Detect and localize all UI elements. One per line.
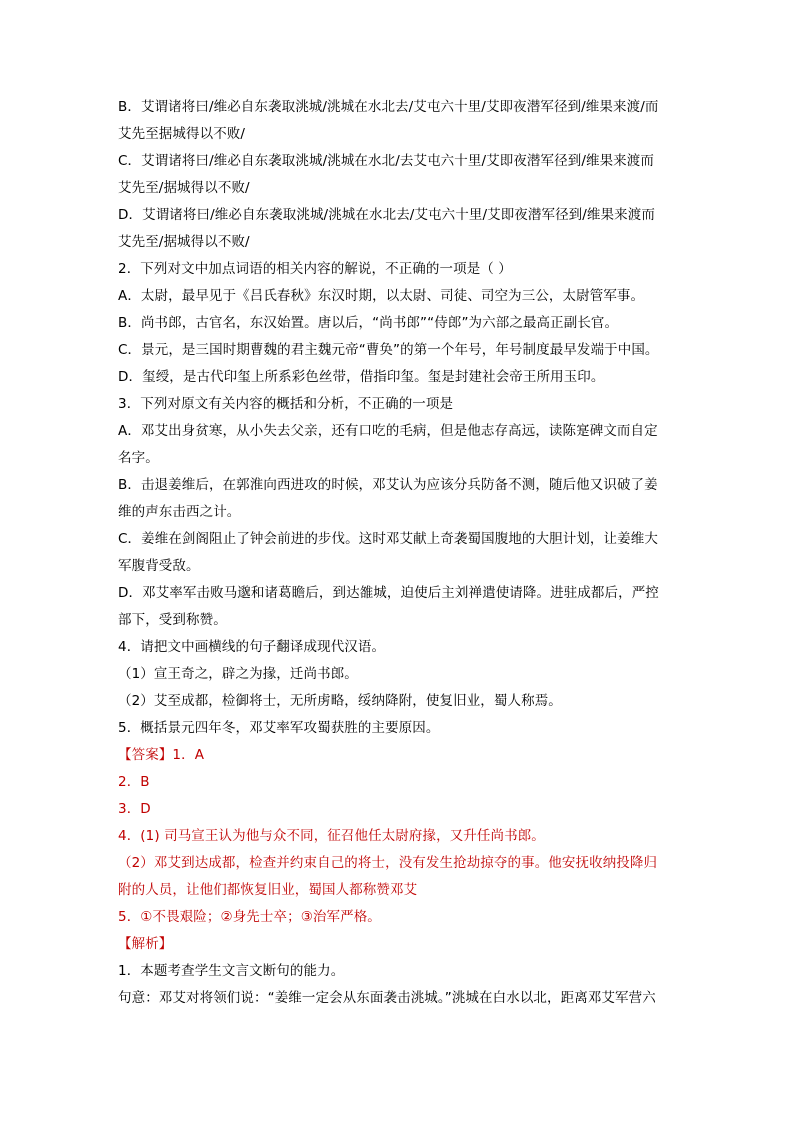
question-3-option-c-line-2: 军腹背受敌。 (118, 558, 200, 574)
question-3-option-b-line-1: B．击退姜维后，在郭淮向西进攻的时候，邓艾认为应该分兵防备不测，随后他又识破了姜 (118, 477, 658, 493)
answer-3: 3．D (118, 801, 151, 817)
answer-4-part-2-line-1: （2）邓艾到达成都，检查并约束自己的将士，没有发生抢劫掠夺的事。他安抚收纳投降归 (118, 855, 658, 871)
question-3-option-a-line-2: 名字。 (118, 450, 159, 466)
question-3-option-d-line-1: D．邓艾率军击败马邈和诸葛瞻后，到达雒城，迫使后主刘禅遣使请降。进驻成都后，严控 (118, 585, 659, 601)
answer-5: 5．①不畏艰险；②身先士卒；③治军严格。 (118, 909, 381, 925)
question-2-option-b: B．尚书郎，古官名，东汉始置。唐以后，“尚书郎”“侍郎”为六部之最高正副长官。 (118, 315, 619, 331)
analysis-1: 1．本题考查学生文言文断句的能力。 (118, 963, 345, 979)
option-d-line-2: 艾先至/据城得以不败/ (118, 234, 250, 250)
question-2-option-d: D．玺绶，是古代印玺上所系彩色丝带，借指印玺。玺是封建社会帝王所用玉印。 (118, 369, 605, 385)
question-4-sentence-2: （2）艾至成都，检御将士，无所虏略，绥纳降附，使复旧业，蜀人称焉。 (118, 693, 562, 709)
option-b-line-2: 艾先至据城得以不败/ (118, 126, 246, 142)
question-3-option-d-line-2: 部下，受到称赞。 (118, 612, 227, 628)
option-c-line-1: C．艾谓诸将曰/维必自东袭取洮城/洮城在水北/去艾屯六十里/艾即夜潜军径到/维果来渡而 (118, 153, 654, 169)
analysis-translation: 句意：邓艾对将领们说：“姜维一定会从东面袭击洮城。”洮城在白水以北，距离邓艾军营六 (118, 990, 656, 1006)
answer-2: 2．B (118, 774, 150, 790)
option-b-line-1: B．艾谓诸将曰/维必自东袭取洮城/洮城在水北去/艾屯六十里/艾即夜潜军径到/维果来渡/而 (118, 99, 659, 115)
question-3-stem: 3．下列对原文有关内容的概括和分析，不正确的一项是 (118, 396, 454, 412)
answer-4-part-2-line-2: 附的人员，让他们都恢复旧业，蜀国人都称赞邓艾 (118, 882, 418, 898)
question-2-option-c: C．景元，是三国时期曹魏的君主魏元帝“曹奂”的第一个年号，年号制度最早发端于中国。 (118, 342, 659, 358)
question-4-sentence-1: （1）宣王奇之，辟之为掾，迁尚书郎。 (118, 666, 358, 682)
question-3-option-c-line-1: C．姜维在剑阁阻止了钟会前进的步伐。这时邓艾献上奇袭蜀国腹地的大胆计划，让姜维大 (118, 531, 658, 547)
question-3-option-b-line-2: 维的声东击西之计。 (118, 504, 241, 520)
answer-4-part-1: 4．(1) 司马宣王认为他与众不同，征召他任太尉府掾，又升任尚书郎。 (118, 828, 545, 844)
question-2-stem: 2．下列对文中加点词语的相关内容的解说，不正确的一项是（ ） (118, 261, 512, 277)
question-2-option-a: A．太尉，最早见于《吕氏春秋》东汉时期，以太尉、司徒、司空为三公，太尉管军事。 (118, 288, 645, 304)
question-5-stem: 5．概括景元四年冬，邓艾率军攻蜀获胜的主要原因。 (118, 720, 440, 736)
question-3-option-a-line-1: A．邓艾出身贫寒，从小失去父亲，还有口吃的毛病，但是他志存高远，读陈寔碑文而自定 (118, 423, 658, 439)
option-d-line-1: D．艾谓诸将曰/维必自东袭取洮城/洮城在水北去/艾屯六十里/艾即夜潜军径到/维果来渡而 (118, 207, 655, 223)
question-4-stem: 4．请把文中画横线的句子翻译成现代汉语。 (118, 639, 386, 655)
document-body (118, 94, 678, 1012)
option-c-line-2: 艾先至/据城得以不败/ (118, 180, 250, 196)
answer-heading-1: 【答案】1．A (118, 747, 205, 763)
analysis-heading: 【解析】 (118, 936, 173, 952)
